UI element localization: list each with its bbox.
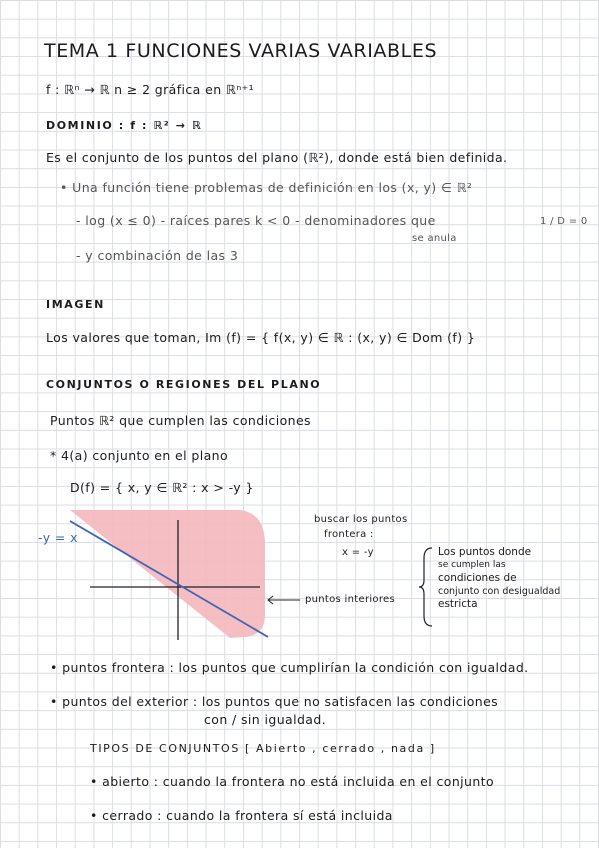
- frontier-note-2: frontera :: [324, 529, 374, 540]
- brace-note-line: estricta: [438, 598, 478, 610]
- function-definition: f : ℝⁿ → ℝ n ≥ 2 gráfica en ℝⁿ⁺¹: [46, 82, 254, 97]
- exterior-points: • puntos del exterior : los puntos que no satisfacen las condiciones: [50, 694, 499, 709]
- fraction-note: 1 / D = 0: [540, 216, 588, 227]
- frontier-note-1: buscar los puntos: [314, 514, 408, 525]
- regions-set-definition: D(f) = { x, y ∈ ℝ² : x > -y }: [70, 480, 254, 495]
- open-set: • abierto : cuando la frontera no está incluida en el conjunto: [90, 774, 495, 789]
- regions-heading: CONJUNTOS O REGIONES DEL PLANO: [46, 378, 322, 391]
- regions-points: Puntos ℝ² que cumplen las condiciones: [50, 413, 311, 428]
- closed-set: • cerrado : cuando la frontera sí está incluida: [90, 808, 393, 823]
- brace-note: [438, 546, 560, 611]
- domain-problems: - log (x ≤ 0) - raíces pares k < 0 - denominadores que: [76, 213, 436, 228]
- line-label: -y = x: [38, 530, 78, 545]
- set-types-heading: TIPOS DE CONJUNTOS [ Abierto , cerrado , nada ]: [90, 742, 436, 755]
- domain-combination: - y combinación de las 3: [76, 248, 239, 263]
- frontier-equation: x = -y: [342, 547, 374, 558]
- image-heading: IMAGEN: [46, 298, 105, 311]
- curly-brace-icon: [418, 546, 436, 628]
- domain-problems-cont: se anula: [412, 233, 457, 244]
- page-title: TEMA 1 FUNCIONES VARIAS VARIABLES: [44, 40, 438, 62]
- brace-note-line: conjunto con desigualdad: [438, 586, 561, 597]
- image-definition: Los valores que toman, Im (f) = { f(x, y) ∈ ℝ : (x, y) ∈ Dom (f) }: [46, 330, 476, 345]
- interior-points-label: puntos interiores: [305, 594, 396, 605]
- arrow-icon: [266, 594, 302, 606]
- domain-heading: DOMINIO : f : ℝ² → ℝ: [46, 119, 203, 132]
- domain-bullet: • Una función tiene problemas de definición en los (x, y) ∈ ℝ²: [60, 180, 473, 195]
- brace-note-line: se cumplen las: [438, 560, 506, 570]
- region-graph: [60, 505, 280, 645]
- brace-note-line: Los puntos donde: [438, 546, 532, 558]
- frontier-points: • puntos frontera : los puntos que cumplirían la condición con igualdad.: [50, 660, 529, 675]
- domain-definition: Es el conjunto de los puntos del plano (ℝ²), donde está bien definida.: [46, 150, 508, 165]
- brace-note-line: condiciones de: [438, 572, 517, 584]
- exterior-points-cont: con / sin igualdad.: [204, 712, 327, 727]
- regions-example: * 4(a) conjunto en el plano: [50, 448, 229, 463]
